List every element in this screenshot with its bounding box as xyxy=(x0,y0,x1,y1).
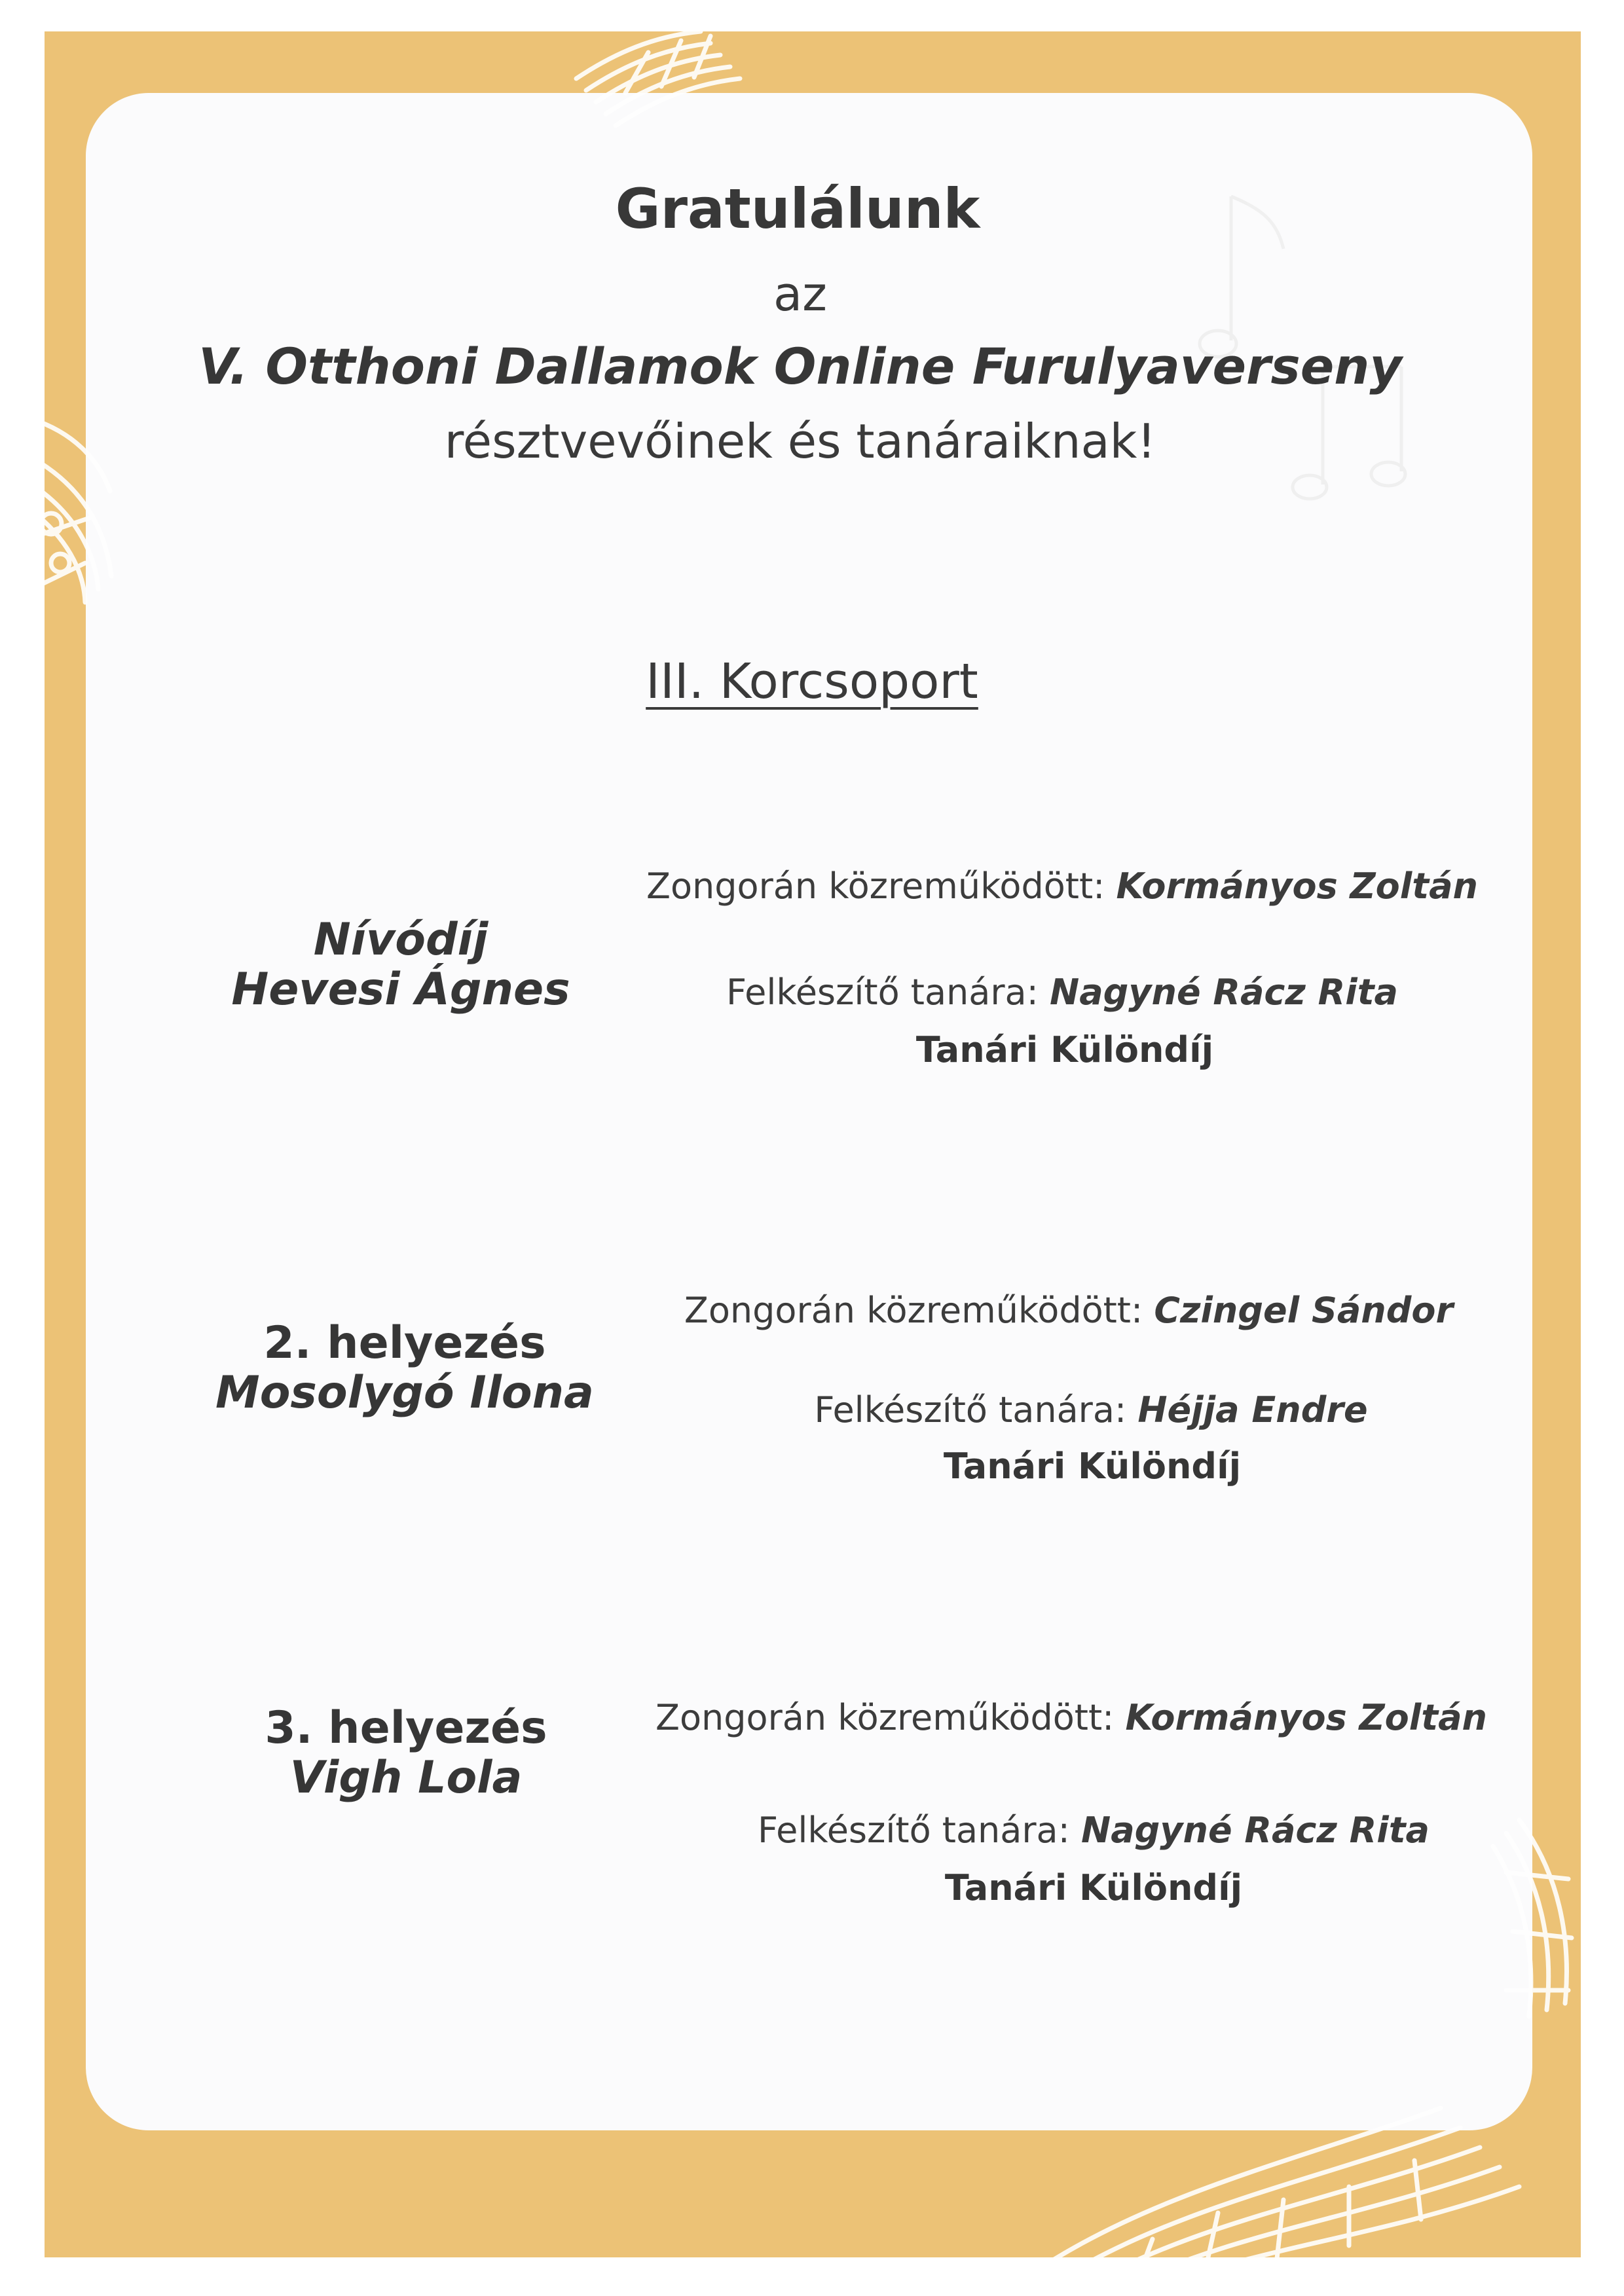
accompanist-label: Zongorán közreműködött: xyxy=(684,1290,1143,1331)
teacher-line xyxy=(814,1389,1367,1430)
age-group-heading: III. Korcsoport xyxy=(646,653,978,710)
student-name: Vigh Lola xyxy=(289,1752,523,1804)
accompanist-line xyxy=(655,1697,1487,1738)
student-name: Mosolygó Ilona xyxy=(215,1367,594,1419)
teacher-name: Nagyné Rácz Rita xyxy=(1050,972,1398,1013)
award-block-3 xyxy=(265,1704,547,1803)
accompanist-label: Zongorán közreműködött: xyxy=(655,1697,1115,1738)
teacher-name: Héjja Endre xyxy=(1137,1389,1368,1430)
teacher-line xyxy=(758,1810,1430,1851)
teacher-line xyxy=(726,972,1398,1013)
accompanist-line xyxy=(684,1290,1453,1331)
accompanist-line xyxy=(646,866,1478,907)
page-title: Gratulálunk xyxy=(615,177,980,241)
special-award: Tanári Különdíj xyxy=(944,1867,1243,1908)
special-award: Tanári Különdíj xyxy=(943,1446,1242,1487)
award-block-1 xyxy=(231,915,570,1015)
teacher-label: Felkészítő tanára: xyxy=(758,1810,1070,1851)
competition-name: V. Otthoni Dallamok Online Furulyaverseny xyxy=(198,337,1402,395)
special-award: Tanári Különdíj xyxy=(915,1029,1214,1070)
award-rank: Nívódíj xyxy=(313,914,489,966)
title-connector: az xyxy=(773,266,827,321)
award-rank: 3. helyezés xyxy=(265,1702,547,1754)
accompanist-label: Zongorán közreműködött: xyxy=(646,866,1105,907)
award-block-2 xyxy=(215,1319,594,1418)
teacher-name: Nagyné Rácz Rita xyxy=(1081,1810,1430,1851)
teacher-label: Felkészítő tanára: xyxy=(814,1389,1127,1430)
recipients-line: résztvevőinek és tanáraiknak! xyxy=(444,414,1156,469)
student-name: Hevesi Ágnes xyxy=(231,964,570,1016)
accompanist-name: Kormányos Zoltán xyxy=(1125,1697,1487,1738)
accompanist-name: Kormányos Zoltán xyxy=(1116,866,1478,907)
award-rank: 2. helyezés xyxy=(263,1317,546,1369)
teacher-label: Felkészítő tanára: xyxy=(726,972,1039,1013)
accompanist-name: Czingel Sándor xyxy=(1154,1290,1454,1331)
